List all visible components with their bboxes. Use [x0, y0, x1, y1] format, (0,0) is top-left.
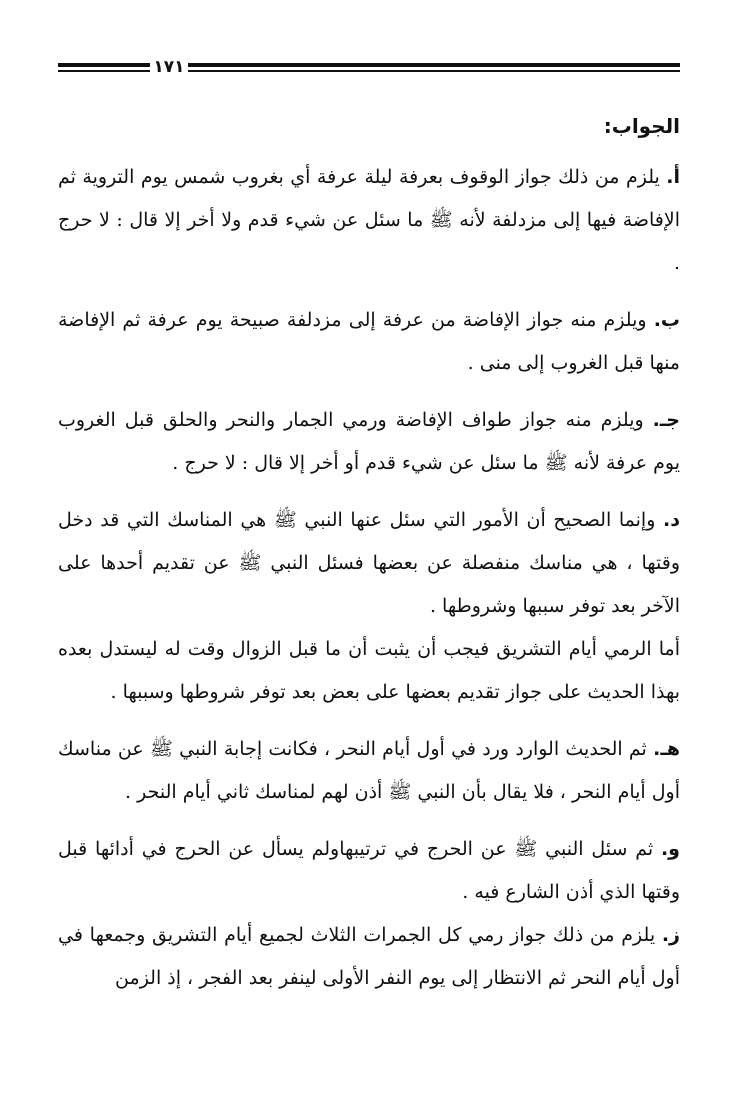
paragraph-text: ويلزم منه جواز طواف الإفاضة ورمي الجمار والنحر والحلق قبل الغروب يوم عرفة لأنه ﷺ ما سئل عن شيء قدم أو أخر إلا قال : لا حرج . — [58, 409, 680, 474]
paragraph-text: أما الرمي أيام التشريق فيجب أن يثبت أن ما قبل الزوال وقت له ليستدل بعده بهذا الحديث على جواز تقديم بعضها على بعض بعد توفر شروطها وسببها . — [58, 638, 680, 703]
paragraph-marker: و. — [660, 838, 680, 860]
page-body — [58, 106, 680, 1014]
paragraph-text: يلزم من ذلك جواز رمي كل الجمرات الثلاث لجميع أيام التشريق وجمعها في أول أيام النحر ثم الانتظار إلى يوم النفر الأولى لينفر بعد الفجر ، إذ الزمن — [58, 924, 680, 989]
paragraph-marker: هـ. — [653, 738, 680, 760]
header-rule-left — [58, 63, 150, 72]
page-number: ١٧١ — [153, 57, 185, 77]
paragraph-jim — [58, 399, 680, 485]
header-rule-right — [188, 63, 680, 72]
paragraph-marker: أ. — [666, 166, 680, 188]
paragraph-text: يلزم من ذلك جواز الوقوف بعرفة ليلة عرفة أي بغروب شمس يوم التروية ثم الإفاضة فيها إلى مزدلفة لأنه ﷺ ما سئل عن شيء قدم ولا أخر إلا قال : لا حرج . — [58, 166, 680, 274]
paragraph-a — [58, 156, 680, 285]
paragraph-text: ثم الحديث الوارد ورد في أول أيام النحر ، فكانت إجابة النبي ﷺ عن مناسك أول أيام النحر ، فلا يقال بأن النبي ﷺ أذن لهم لمناسك ثاني أيام النحر . — [58, 738, 680, 803]
answer-heading: الجواب: — [603, 114, 680, 138]
paragraph-marker: د. — [663, 509, 680, 531]
paragraph-marker: جـ. — [652, 409, 680, 431]
page-header — [58, 56, 680, 80]
paragraph-tashriq — [58, 628, 680, 714]
paragraph-text: ثم سئل النبي ﷺ عن الحرج في ترتيبهاولم يسأل عن الحرج في أدائها قبل وقتها الذي أذن الشارع فيه . — [58, 838, 680, 903]
paragraph-marker: ب. — [653, 309, 680, 331]
paragraph-dal — [58, 499, 680, 628]
paragraph-waw — [58, 828, 680, 914]
paragraph-text: وإنما الصحيح أن الأمور التي سئل عنها النبي ﷺ هي المناسك التي قد دخل وقتها ، هي مناسك منفصلة عن بعضها فسئل النبي ﷺ عن تقديم أحدها على الآخر بعد توفر سببها وشروطها . — [58, 509, 680, 617]
paragraph-b — [58, 299, 680, 385]
paragraph-ha — [58, 728, 680, 814]
paragraph-marker: ز. — [661, 924, 680, 946]
paragraph-zay — [58, 914, 680, 1000]
paragraph-text: ويلزم منه جواز الإفاضة من عرفة إلى مزدلفة صبيحة يوم عرفة ثم الإفاضة منها قبل الغروب إلى منى . — [58, 309, 680, 374]
